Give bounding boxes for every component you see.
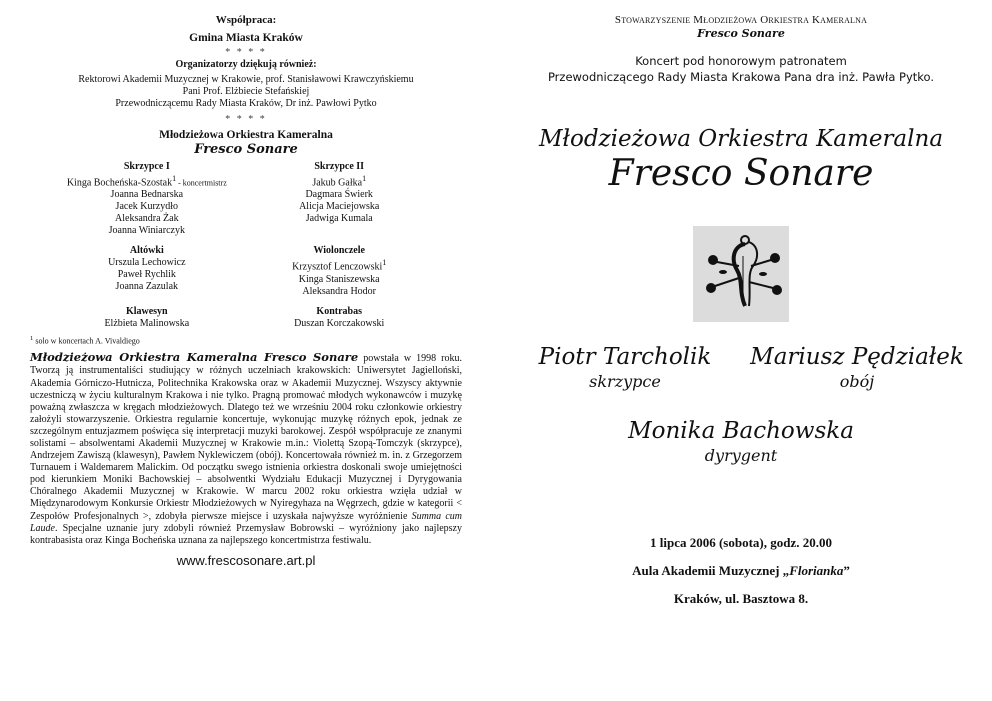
footnote-text: solo w koncertach A. Vivaldiego [33, 336, 140, 346]
venue-suffix: ” [843, 563, 850, 578]
conductor-name: Monika Bachowska [628, 418, 854, 444]
member: Elżbieta Malinowska [104, 317, 190, 329]
member: Joanna Winiarczyk [108, 225, 185, 237]
orchestra-logo [693, 226, 789, 322]
member: Aleksandra Żak [115, 213, 179, 225]
member: Krzysztof Lenczowski [292, 261, 383, 273]
thanks-label: Organizatorzy dziękują również: [175, 59, 317, 70]
footnote-ref: 1 [382, 258, 387, 268]
footnote-ref: 1 [362, 174, 367, 183]
section-bass [250, 306, 428, 330]
orchestra-name: Fresco Sonare [194, 142, 298, 157]
cooperation-label: Współpraca: [215, 14, 277, 26]
bio-lead: Młodzieżowa Orkiestra Kameralna Fresco Sonare [30, 350, 359, 365]
venue-prefix: Aula Akademii Muzycznej „ [632, 563, 790, 578]
thanks-line: Przewodniczącemu Rady Miasta Kraków, Dr inż. Pawłowi Pytko [115, 98, 377, 109]
association-name: Fresco Sonare [697, 27, 785, 40]
soloist-role: obój [839, 372, 875, 391]
section-title: Wiolonczele [313, 245, 365, 257]
section-title: Klawesyn [125, 305, 168, 317]
concert-venue [510, 563, 972, 579]
member: Jadwiga Kumala [305, 213, 373, 225]
patronage-line: Przewodniczącego Rady Miasta Krakowa Pana dra inż. Pawła Pytko. [547, 70, 935, 84]
bio-award: Summa cum Laude [30, 510, 462, 534]
member-line [58, 173, 236, 189]
member: Urszula Lechowicz [108, 257, 186, 269]
section-viola [58, 245, 236, 297]
member: Kinga Staniszewska [298, 273, 380, 285]
thanks-line: Rektorowi Akademii Muzycznej w Krakowie, prof. Stanisławowi Krawczyńskiemu [78, 74, 414, 85]
soloist-name: Mariusz Pędziałek [750, 344, 964, 370]
concert-date: 1 lipca 2006 (sobota), godz. 20.00 [650, 535, 832, 550]
soloist-name: Piotr Tarcholik [538, 344, 712, 370]
member: Joanna Bednarska [110, 189, 184, 201]
separator: * * * * [225, 114, 267, 125]
roster-row [30, 161, 462, 237]
footnote [30, 335, 462, 346]
member: Jakub Gałka [312, 177, 363, 189]
concert-ensemble: Fresco Sonare [608, 153, 874, 194]
section-violin1 [58, 161, 236, 237]
section-title: Skrzypce I [123, 161, 170, 172]
association-line: Stowarzyszenie Młodzieżowa Orkiestra Kameralna [614, 14, 868, 26]
orchestra-bio [30, 351, 462, 547]
concert-title: Młodzieżowa Orkiestra Kameralna [538, 126, 944, 152]
patronage-line: Koncert pod honorowym patronatem [635, 54, 847, 68]
member-line [250, 257, 428, 273]
section-title: Kontrabas [316, 305, 362, 317]
cooperation-org: Gmina Miasta Kraków [189, 32, 303, 44]
concert-address: Kraków, ul. Basztowa 8. [673, 591, 809, 606]
section-violin2 [250, 161, 428, 237]
thanks-line: Pani Prof. Elżbiecie Stefańskiej [182, 86, 310, 97]
venue-name: Florianka [789, 563, 844, 578]
conductor-role: dyrygent [704, 446, 778, 465]
member: Paweł Rychlik [117, 269, 176, 281]
soloists [510, 344, 972, 434]
separator: * * * * [225, 47, 267, 58]
soloist-1 [510, 344, 740, 391]
footnote-ref: 1 [172, 174, 177, 183]
member-role: - koncertmistrz [176, 178, 227, 188]
orchestra-title: Młodzieżowa Orkiestra Kameralna [159, 129, 333, 141]
roster-row [30, 306, 462, 330]
soloist-role: skrzypce [589, 372, 661, 391]
member: Dagmara Świerk [305, 189, 373, 201]
section-title: Skrzypce II [314, 161, 365, 172]
member: Aleksandra Hodor [302, 285, 376, 297]
member-line [250, 173, 428, 189]
member: Kinga Bocheńska-Szostak [66, 177, 173, 189]
soloist-2 [742, 344, 972, 391]
member: Joanna Zazulak [115, 281, 179, 293]
section-title: Altówki [129, 245, 164, 257]
member: Alicja Maciejowska [299, 201, 380, 213]
right-page [510, 0, 972, 701]
section-harpsichord [58, 306, 236, 330]
member: Duszan Korczakowski [294, 317, 385, 329]
member: Jacek Kurzydło [115, 201, 179, 213]
left-page [30, 0, 462, 701]
bio-text: powstała w 1998 roku. Tworzą ją instrumentaliści studiujący w różnych uczelniach krakowskich: Uniwersytet Jagielloński, Akademia Górniczo-Hutnicza, Politechnika Krakowska oraz w Akademii Muzycznej. Wszyscy aktywnie uczestniczą w życiu kulturalnym Krakowa i nie tylko. Pragną promować młodych wykonawców i muzykę poważną zwłaszcza w kręgach młodzieżowych. Dlatego też we wrześniu 2004 roku członkowie orkiestry założyli stowarzyszenie. Orkiestra regularnie koncertuje, wykonując muzykę różnych epok, jednak ze szczególnym entuzjazmem poświęca się interpretacji muzyki barokowej. Zespół współpracuje ze znanymi solistami – absolwentami Akademii Muzycznej w Krakowie m.in.: Violettą Szopą-Tomczyk (skrzypce), Andrzejem Zawiszą (klawesyn), Pawłem Nyklewiczem (obój). Koncertowała również m. in. z Grzegorzem Turnauem i Waldemarem Malickim. Od początku swego istnienia orkiestra doskonali swoje umiejętności pod kierunkiem Moniki Bachowskiej – absolwentki Wydziału Edukacji Muzycznej i Dyrygowania Chóralnego Akademii Muzycznej w Krakowie. W marcu 2002 roku orkiestra wzięła udział w Międzynarodowym Konkursie Orkiestr Młodzieżowych w Nyiregyhaza na Węgrzech, gdzie w kategorii < Zespołów Profesjonalnych >, zdobyła pierwsze miejsce i uzyskała najwyższe wyróżnienie [30, 353, 462, 522]
section-cello [250, 245, 428, 297]
footnote-mark: 1 [30, 334, 34, 342]
roster-row [30, 245, 462, 297]
website-link[interactable]: www.frescosonare.art.pl [176, 552, 316, 568]
violin-flower-icon [693, 226, 789, 322]
bio-text: . Specjalne uznanie jury zdobyli również Przemysław Bobrowski – wyróżniony jako najlepszy kontrabasista oraz Kinga Bocheńska uznana za najlepszego koncertmistrza festiwalu. [30, 522, 462, 546]
